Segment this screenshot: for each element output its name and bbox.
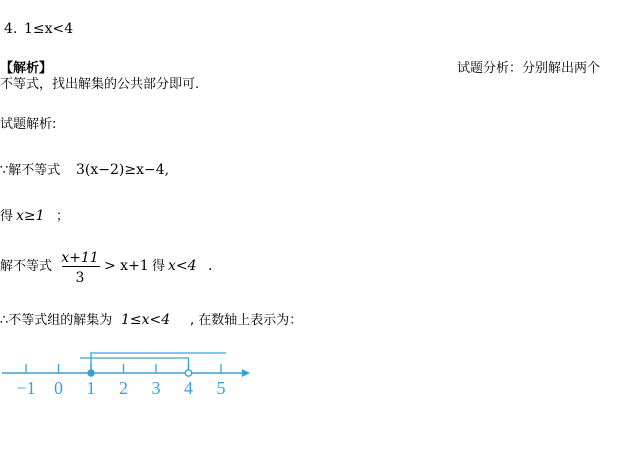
steps-heading: 试题解析: [0,117,57,132]
step3-mid: 得 [152,259,166,274]
answer-number: 4. [4,21,18,37]
step4-expr: 1≤x<4 [121,312,171,328]
bracket-x-ge-1 [91,353,226,373]
bracket-x-lt-4 [80,358,189,373]
analysis-summary-cont: 不等式，找出解集的公共部分即可. [0,77,200,92]
step3-end: . [208,258,213,274]
tick-label: 5 [216,378,226,398]
analysis-summary-right: 试题分析：分别解出两个 [457,61,601,76]
tick-label: −1 [16,378,36,398]
step3-relation: > x+1 [104,258,149,274]
step3-denominator: 3 [75,270,85,286]
step3-result: x<4 [168,258,197,274]
step4-prefix: ∴不等式组的解集为 [0,313,113,328]
step2-suffix: ； [56,209,70,224]
step1-expr: 3(x−2)≥x−4, [76,162,170,178]
step3-fraction-bar [62,266,100,267]
step2-prefix: 得 [0,209,14,224]
step3-prefix: 解不等式 [0,259,53,274]
open-point [185,370,191,376]
tick-label: 2 [119,378,128,398]
answer-text: 1≤x<4 [24,21,74,37]
axis-arrow-icon [242,369,250,377]
number-line-group [2,353,250,398]
tick-label: 3 [151,378,161,398]
tick-label: 1 [86,378,96,398]
step2-expr: x≥1 [16,208,45,224]
step4-suffix: , 在数轴上表示为： [190,313,303,328]
step3-numerator: x+11 [61,250,99,266]
number-line [0,342,260,412]
tick-label: 0 [54,378,63,398]
tick-label: 4 [184,378,193,398]
step1-prefix: ∵解不等式 [0,163,61,178]
analysis-heading: 【解析】 [0,61,53,76]
closed-point [88,370,94,376]
